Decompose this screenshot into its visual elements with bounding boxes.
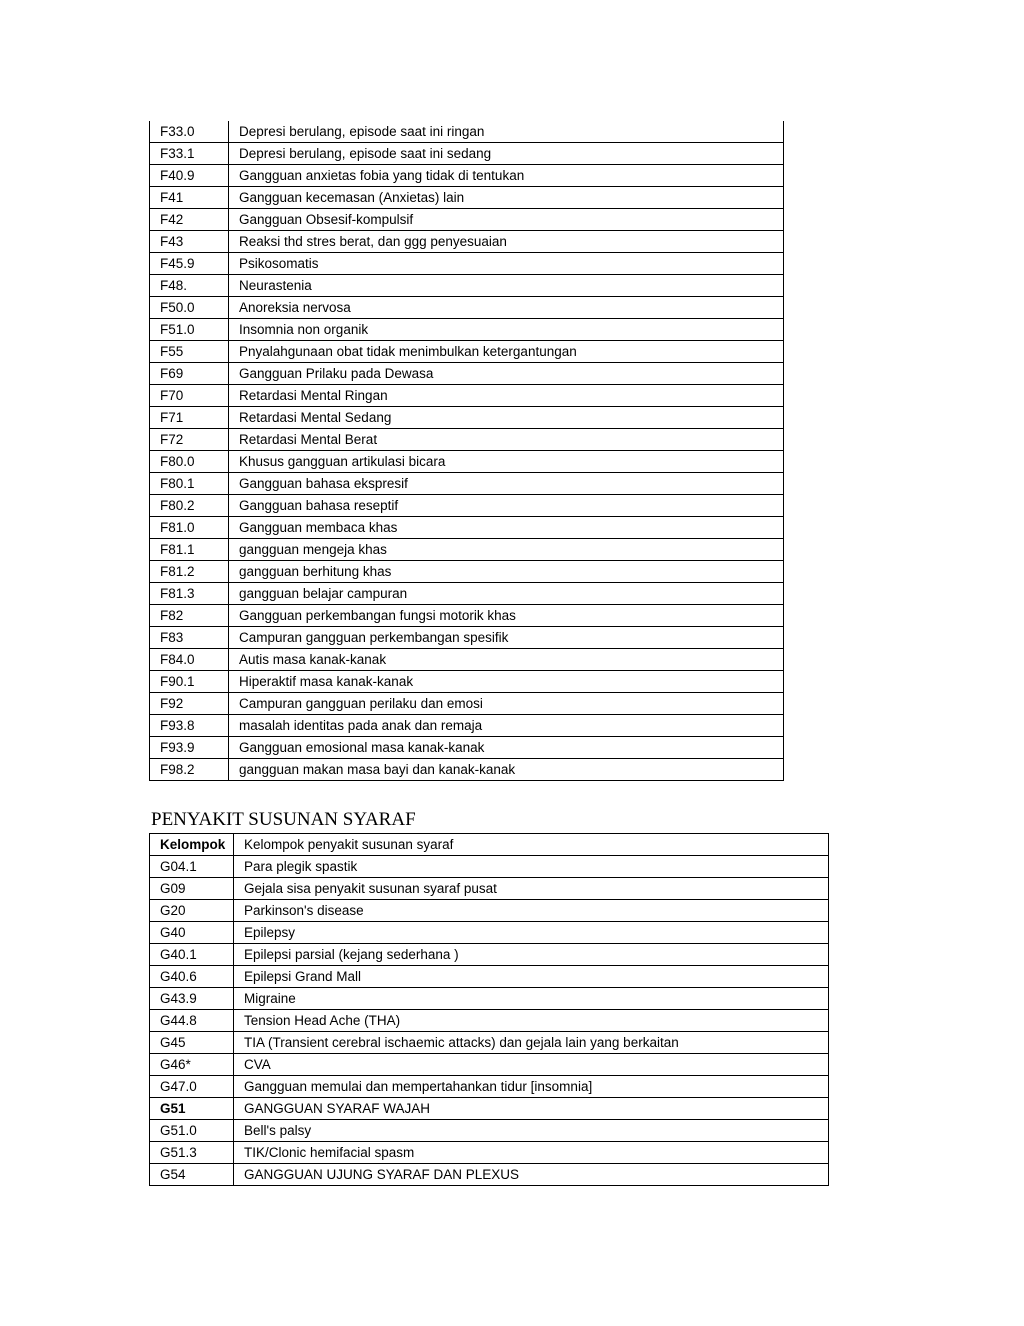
table-row bbox=[150, 715, 784, 737]
code-cell: F80.0 bbox=[150, 451, 229, 473]
table-row bbox=[150, 187, 784, 209]
code-cell: G51 bbox=[150, 1098, 234, 1120]
code-cell: F84.0 bbox=[150, 649, 229, 671]
code-cell: F81.1 bbox=[150, 539, 229, 561]
table-row bbox=[150, 429, 784, 451]
description-cell: Reaksi thd stres berat, dan ggg penyesuaian bbox=[229, 231, 784, 253]
code-cell: F71 bbox=[150, 407, 229, 429]
description-cell: Campuran gangguan perilaku dan emosi bbox=[229, 693, 784, 715]
code-cell: F82 bbox=[150, 605, 229, 627]
table-row bbox=[150, 759, 784, 781]
description-cell: Gangguan membaca khas bbox=[229, 517, 784, 539]
code-cell: G46* bbox=[150, 1054, 234, 1076]
table-row bbox=[150, 737, 784, 759]
table-row bbox=[150, 944, 829, 966]
table-row bbox=[150, 1054, 829, 1076]
table-row bbox=[150, 649, 784, 671]
description-cell: Insomnia non organik bbox=[229, 319, 784, 341]
description-cell: Retardasi Mental Ringan bbox=[229, 385, 784, 407]
description-cell: gangguan makan masa bayi dan kanak-kanak bbox=[229, 759, 784, 781]
description-cell: Hiperaktif masa kanak-kanak bbox=[229, 671, 784, 693]
description-cell: Khusus gangguan artikulasi bicara bbox=[229, 451, 784, 473]
table-row bbox=[150, 627, 784, 649]
code-cell: G51.0 bbox=[150, 1120, 234, 1142]
code-cell: F42 bbox=[150, 209, 229, 231]
code-cell: F80.1 bbox=[150, 473, 229, 495]
description-cell: Bell's palsy bbox=[234, 1120, 829, 1142]
code-cell: G20 bbox=[150, 900, 234, 922]
code-cell: F81.0 bbox=[150, 517, 229, 539]
table-row bbox=[150, 517, 784, 539]
code-cell: F70 bbox=[150, 385, 229, 407]
table-row bbox=[150, 856, 829, 878]
table-row bbox=[150, 693, 784, 715]
table-row bbox=[150, 363, 784, 385]
table-row bbox=[150, 319, 784, 341]
code-cell: G40 bbox=[150, 922, 234, 944]
code-cell: F48. bbox=[150, 275, 229, 297]
table-row bbox=[150, 1142, 829, 1164]
code-cell: F41 bbox=[150, 187, 229, 209]
table-row bbox=[150, 385, 784, 407]
description-cell: Gangguan bahasa ekspresif bbox=[229, 473, 784, 495]
table-row bbox=[150, 275, 784, 297]
code-cell: G09 bbox=[150, 878, 234, 900]
code-cell: G47.0 bbox=[150, 1076, 234, 1098]
table-row bbox=[150, 900, 829, 922]
table-row bbox=[150, 878, 829, 900]
table-row bbox=[150, 253, 784, 275]
description-cell: Migraine bbox=[234, 988, 829, 1010]
description-cell: Tension Head Ache (THA) bbox=[234, 1010, 829, 1032]
description-cell: Epilepsy bbox=[234, 922, 829, 944]
table-row bbox=[150, 1032, 829, 1054]
code-cell: F83 bbox=[150, 627, 229, 649]
description-cell: gangguan mengeja khas bbox=[229, 539, 784, 561]
code-cell: G40.6 bbox=[150, 966, 234, 988]
mental-disorder-codes-table bbox=[149, 121, 784, 781]
table-row bbox=[150, 473, 784, 495]
description-cell: gangguan belajar campuran bbox=[229, 583, 784, 605]
code-cell: F33.0 bbox=[150, 121, 229, 143]
description-cell: Gangguan memulai dan mempertahankan tidur [insomnia] bbox=[234, 1076, 829, 1098]
table-row bbox=[150, 966, 829, 988]
header-code-cell: Kelompok bbox=[150, 834, 234, 856]
description-cell: Psikosomatis bbox=[229, 253, 784, 275]
table-row bbox=[150, 671, 784, 693]
table-row bbox=[150, 341, 784, 363]
description-cell: Gangguan Prilaku pada Dewasa bbox=[229, 363, 784, 385]
description-cell: Gangguan bahasa reseptif bbox=[229, 495, 784, 517]
description-cell: GANGGUAN SYARAF WAJAH bbox=[234, 1098, 829, 1120]
table-row bbox=[150, 407, 784, 429]
code-cell: G45 bbox=[150, 1032, 234, 1054]
description-cell: Gangguan kecemasan (Anxietas) lain bbox=[229, 187, 784, 209]
description-cell: Retardasi Mental Sedang bbox=[229, 407, 784, 429]
code-cell: F93.9 bbox=[150, 737, 229, 759]
table-row bbox=[150, 1098, 829, 1120]
table-row bbox=[150, 495, 784, 517]
description-cell: Pnyalahgunaan obat tidak menimbulkan ketergantungan bbox=[229, 341, 784, 363]
description-cell: Campuran gangguan perkembangan spesifik bbox=[229, 627, 784, 649]
table-row bbox=[150, 1164, 829, 1186]
code-cell: F93.8 bbox=[150, 715, 229, 737]
table-row bbox=[150, 1120, 829, 1142]
table-header-row bbox=[150, 834, 829, 856]
code-cell: F69 bbox=[150, 363, 229, 385]
table-row bbox=[150, 922, 829, 944]
code-cell: G40.1 bbox=[150, 944, 234, 966]
table-row bbox=[150, 297, 784, 319]
description-cell: GANGGUAN UJUNG SYARAF DAN PLEXUS bbox=[234, 1164, 829, 1186]
table-row bbox=[150, 231, 784, 253]
table-row bbox=[150, 143, 784, 165]
description-cell: TIA (Transient cerebral ischaemic attacks) dan gejala lain yang berkaitan bbox=[234, 1032, 829, 1054]
code-cell: G43.9 bbox=[150, 988, 234, 1010]
table-row bbox=[150, 1076, 829, 1098]
description-cell: Retardasi Mental Berat bbox=[229, 429, 784, 451]
code-cell: F55 bbox=[150, 341, 229, 363]
section-title: PENYAKIT SUSUNAN SYARAF bbox=[151, 809, 416, 830]
table-row bbox=[150, 605, 784, 627]
table-row bbox=[150, 1010, 829, 1032]
code-cell: F98.2 bbox=[150, 759, 229, 781]
description-cell: Epilepsi parsial (kejang sederhana ) bbox=[234, 944, 829, 966]
code-cell: G44.8 bbox=[150, 1010, 234, 1032]
header-desc-cell: Kelompok penyakit susunan syaraf bbox=[234, 834, 829, 856]
code-cell: F45.9 bbox=[150, 253, 229, 275]
description-cell: CVA bbox=[234, 1054, 829, 1076]
code-cell: F81.2 bbox=[150, 561, 229, 583]
code-cell: G54 bbox=[150, 1164, 234, 1186]
table-row bbox=[150, 583, 784, 605]
description-cell: Autis masa kanak-kanak bbox=[229, 649, 784, 671]
description-cell: Parkinson's disease bbox=[234, 900, 829, 922]
code-cell: F33.1 bbox=[150, 143, 229, 165]
description-cell: Depresi berulang, episode saat ini ringan bbox=[229, 121, 784, 143]
code-cell: F50.0 bbox=[150, 297, 229, 319]
code-cell: F51.0 bbox=[150, 319, 229, 341]
code-cell: F90.1 bbox=[150, 671, 229, 693]
description-cell: Gangguan anxietas fobia yang tidak di tentukan bbox=[229, 165, 784, 187]
code-cell: F80.2 bbox=[150, 495, 229, 517]
code-cell: F43 bbox=[150, 231, 229, 253]
description-cell: Gangguan perkembangan fungsi motorik khas bbox=[229, 605, 784, 627]
description-cell: Neurastenia bbox=[229, 275, 784, 297]
description-cell: gangguan berhitung khas bbox=[229, 561, 784, 583]
code-cell: G04.1 bbox=[150, 856, 234, 878]
table-row bbox=[150, 539, 784, 561]
table-row bbox=[150, 561, 784, 583]
description-cell: masalah identitas pada anak dan remaja bbox=[229, 715, 784, 737]
table-row bbox=[150, 209, 784, 231]
code-cell: F92 bbox=[150, 693, 229, 715]
table-row bbox=[150, 165, 784, 187]
table-row bbox=[150, 121, 784, 143]
code-cell: F81.3 bbox=[150, 583, 229, 605]
description-cell: Anoreksia nervosa bbox=[229, 297, 784, 319]
description-cell: Gejala sisa penyakit susunan syaraf pusat bbox=[234, 878, 829, 900]
description-cell: TIK/Clonic hemifacial spasm bbox=[234, 1142, 829, 1164]
code-cell: F40.9 bbox=[150, 165, 229, 187]
description-cell: Gangguan Obsesif-kompulsif bbox=[229, 209, 784, 231]
description-cell: Epilepsi Grand Mall bbox=[234, 966, 829, 988]
description-cell: Gangguan emosional masa kanak-kanak bbox=[229, 737, 784, 759]
table-row bbox=[150, 988, 829, 1010]
description-cell: Para plegik spastik bbox=[234, 856, 829, 878]
description-cell: Depresi berulang, episode saat ini sedang bbox=[229, 143, 784, 165]
table-row bbox=[150, 451, 784, 473]
nervous-system-codes-table bbox=[149, 833, 829, 1186]
code-cell: F72 bbox=[150, 429, 229, 451]
code-cell: G51.3 bbox=[150, 1142, 234, 1164]
